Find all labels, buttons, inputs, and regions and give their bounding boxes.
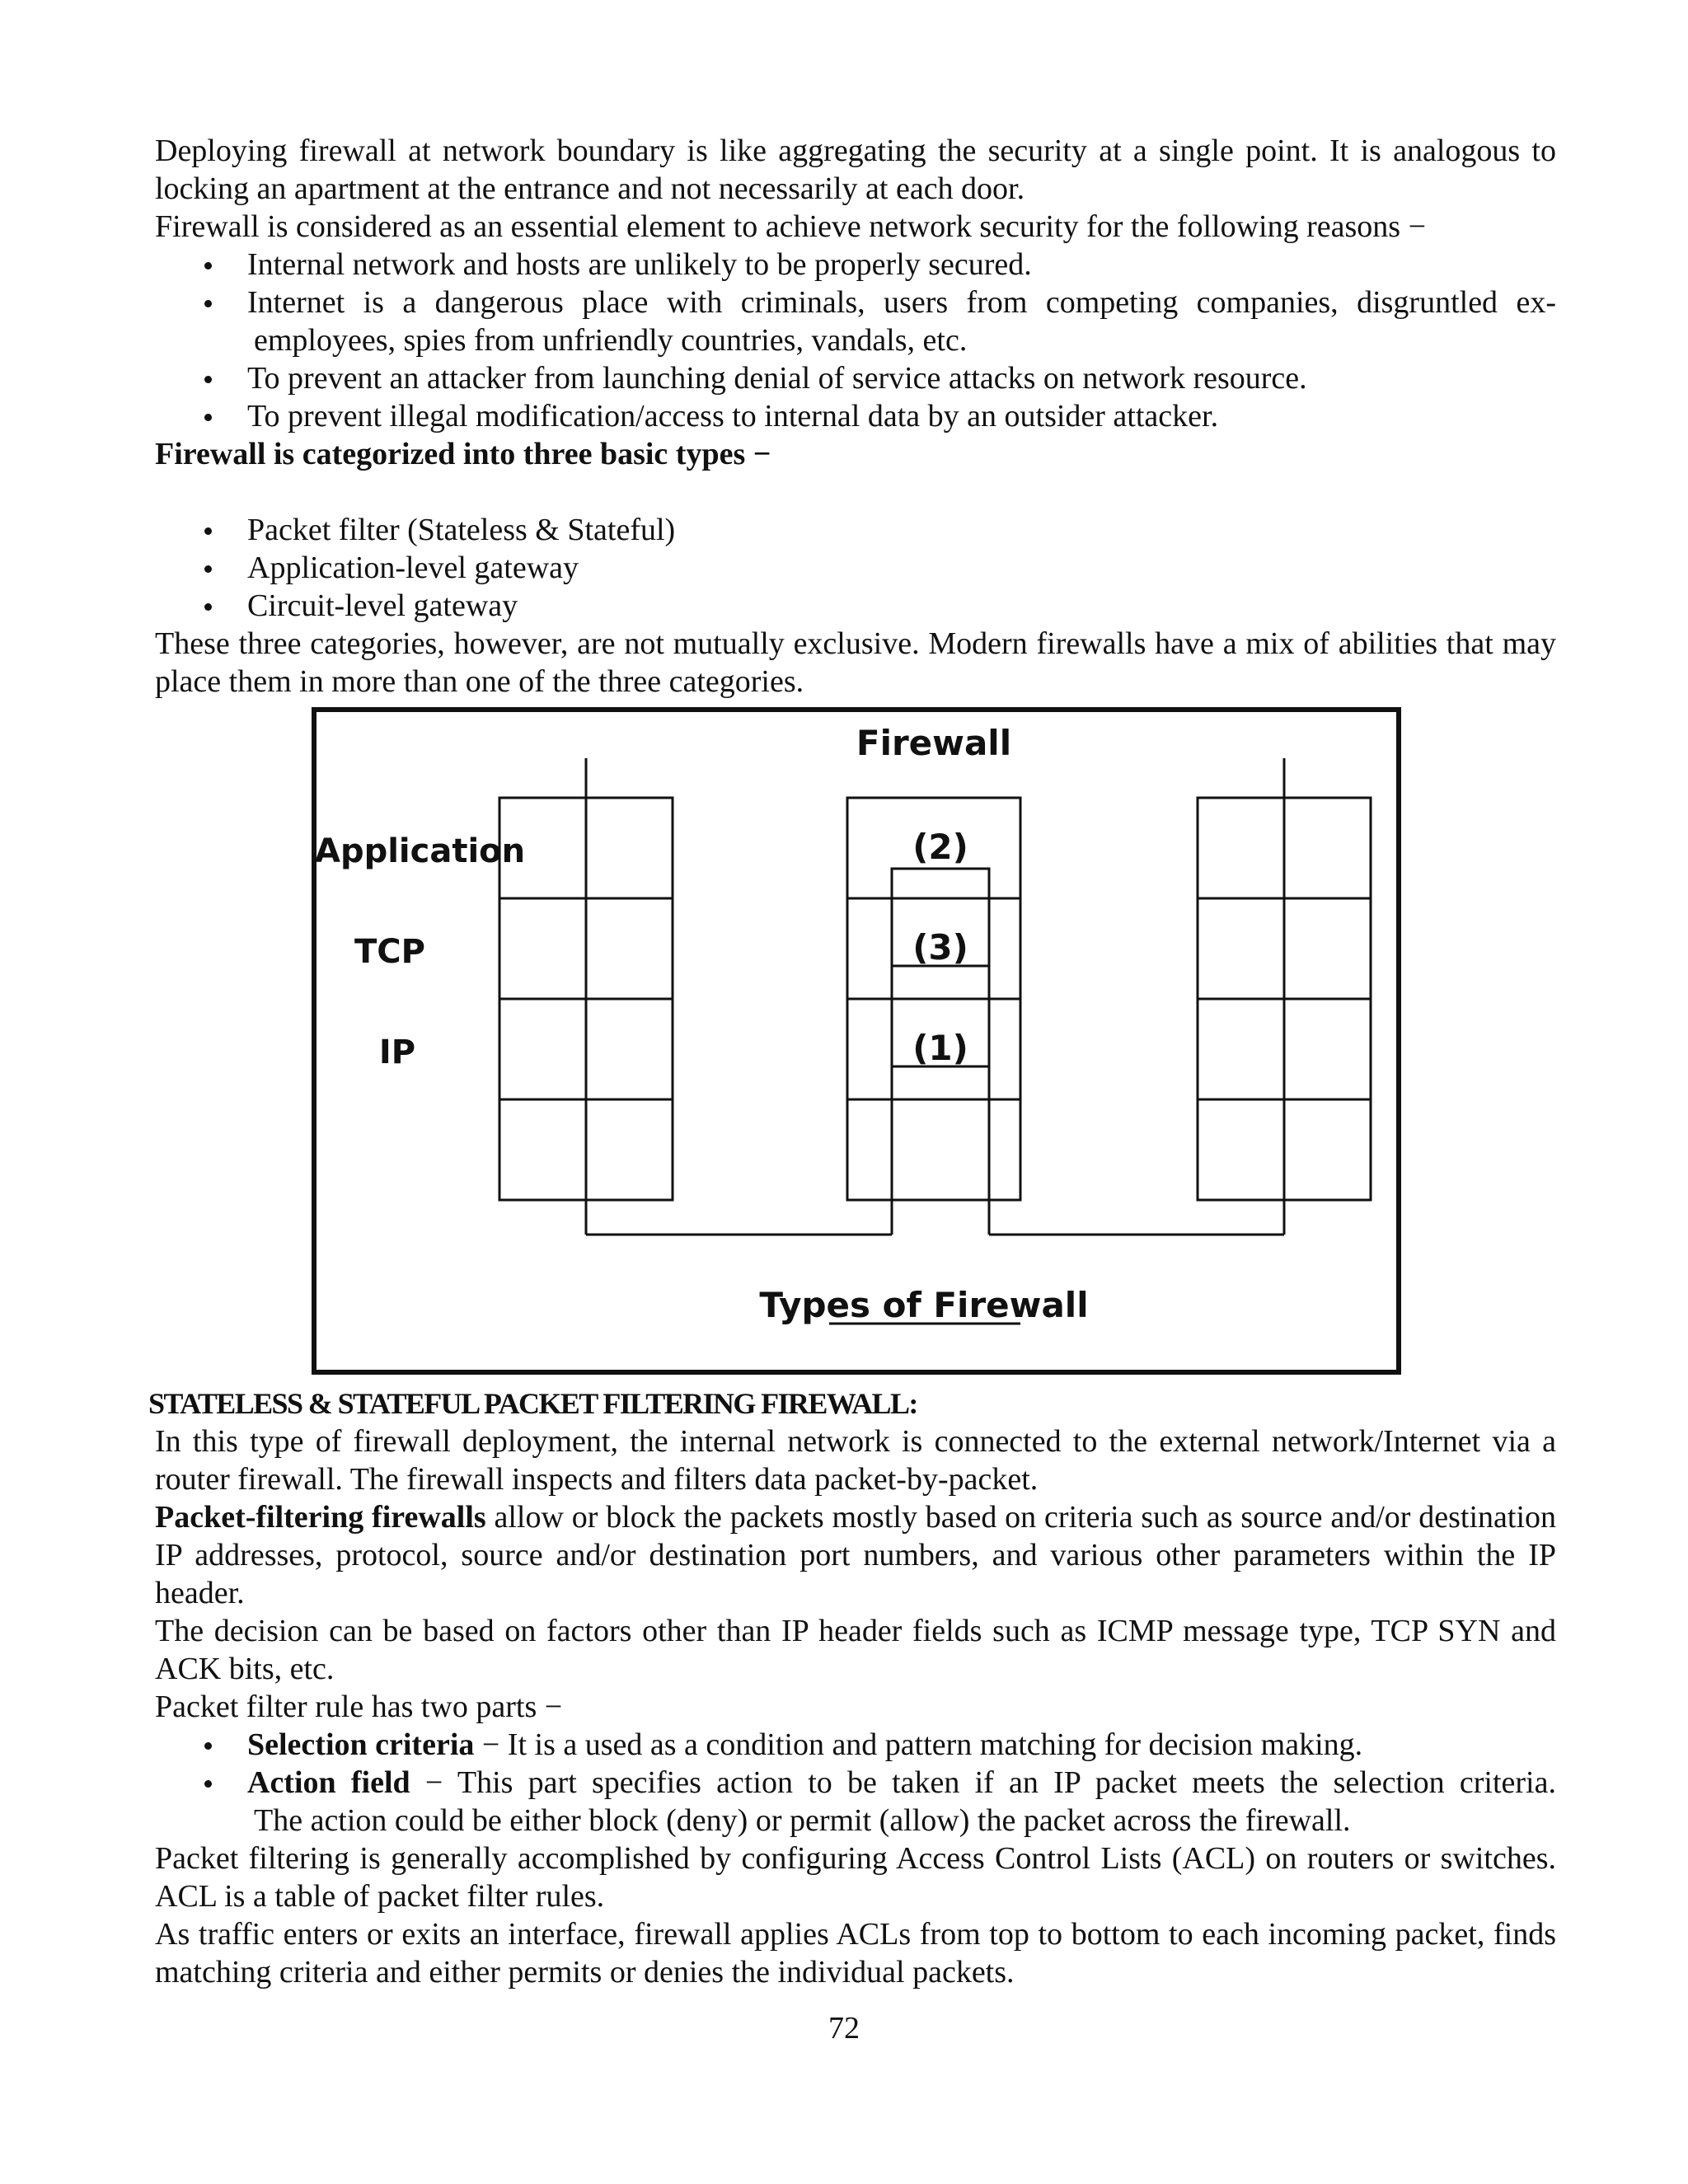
marker-packet-filter: (1) [912,1028,968,1068]
list-item-text: − This part specifies action to be taken if an IP packet meets the selection criteria. [410,1765,1556,1800]
layer-label-ip: IP [378,1033,416,1071]
list-item: To prevent an attacker from launching denial of service attacks on network resource. [155,359,1556,397]
list-item [155,284,1556,359]
intro-paragraph-2: Firewall is considered as an essential element to achieve network security for the following reasons − [155,209,1427,244]
bold-term: Packet-filtering firewalls [155,1500,486,1535]
layer-label-tcp: TCP [354,933,425,971]
types-list [155,511,1556,625]
intro-paragraph-1: Deploying firewall at network boundary is like aggregating the security at a single point. It is analogous to locking an apartment at the entrance and not necessarily at each door. [155,134,1556,206]
diagram-frame [314,710,1399,1372]
stateless-paragraph-3: The decision can be based on factors other than IP header fields such as ICMP message type, TCP SYN and ACK bits, etc. [155,1614,1556,1686]
spacer [155,473,1556,511]
bold-term: Selection criteria [247,1727,475,1762]
bold-term: Action field [247,1765,410,1800]
list-item-line [247,1764,1556,1802]
paragraph-text: allow or block the packets mostly based on criteria such as source and/or destination IP addresses, protocol, source and/or destination port numbers, and various other parameters within the IP header. [155,1500,1556,1610]
page-number: 72 [828,2011,860,2046]
types-heading: Firewall is categorized into three basic types − [155,437,771,471]
layer-label-application: Application [315,832,526,870]
diagram-caption: Types of Firewall [759,1285,1089,1325]
list-item: To prevent illegal modification/access to internal data by an outsider attacker. [155,397,1556,435]
firewall-types-diagram [312,707,1401,1375]
list-item: Packet filter (Stateless & Stateful) [155,511,1556,549]
list-item: Application-level gateway [155,549,1556,587]
rule-parts-list [155,1726,1556,1840]
stateless-section [155,1422,1556,1991]
marker-circuit-gateway: (3) [912,927,968,968]
stateless-heading: STATELESS & STATEFUL PACKET FILTERING FIREWALL: [148,1387,917,1420]
diagram-title: Firewall [856,723,1012,763]
stateless-paragraph-5: Packet filtering is generally accomplished by configuring Access Control Lists (ACL) on routers or switches. ACL is a table of packet filter rules. [155,1841,1556,1914]
stateless-paragraph-4: Packet filter rule has two parts − [155,1690,563,1724]
intro-section [155,132,1556,701]
list-item [155,1764,1556,1840]
list-item-line: Internet is a dangerous place with criminals, users from competing companies, disgruntled ex- [247,285,1556,320]
list-item-continuation: employees, spies from unfriendly countries, vandals, etc. [254,323,968,358]
list-item-continuation: The action could be either block (deny) or permit (allow) the packet across the firewall. [254,1803,1351,1838]
marker-application-gateway: (2) [912,827,968,867]
stateless-paragraph-1: In this type of firewall deployment, the internal network is connected to the external network/Internet via a router firewall. The firewall inspects and filters data packet-by-packet. [155,1424,1556,1497]
stateless-paragraph-2 [155,1498,1556,1612]
list-item: Internal network and hosts are unlikely to be properly secured. [155,246,1556,284]
list-item-text: − It is a used as a condition and pattern matching for decision making. [474,1727,1363,1762]
list-item: Circuit-level gateway [155,587,1556,625]
types-note: These three categories, however, are not mutually exclusive. Modern firewalls have a mix of abilities that may place them in more than one of the three categories. [155,626,1556,699]
list-item [155,1726,1556,1764]
stateless-paragraph-6: As traffic enters or exits an interface, firewall applies ACLs from top to bottom to each incoming packet, finds matching criteria and either permits or denies the individual packets. [155,1917,1556,1990]
reasons-list [155,246,1556,435]
